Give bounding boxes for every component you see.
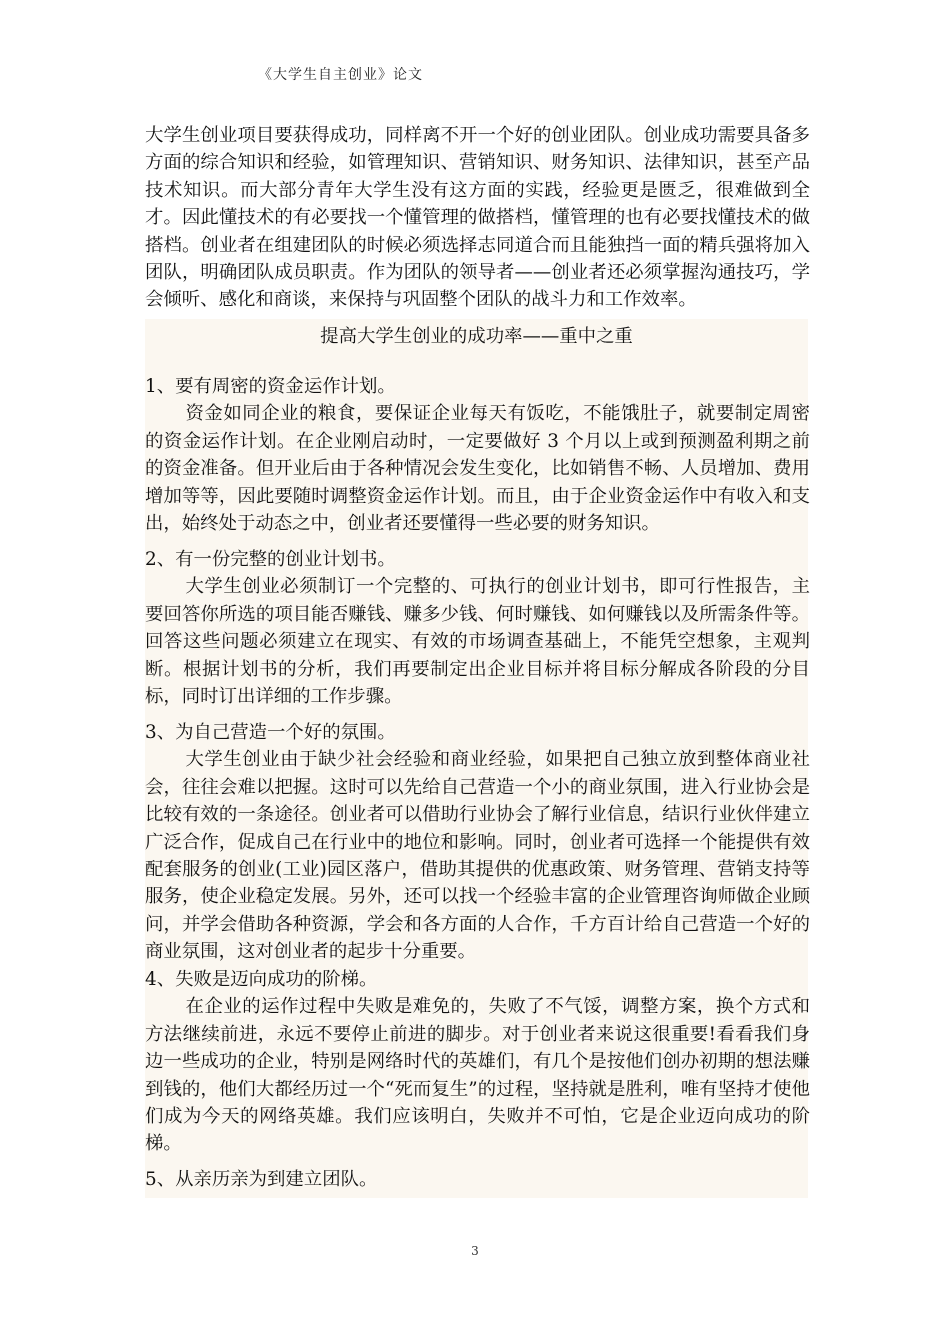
section-title: 提高大学生创业的成功率——重中之重 [320, 326, 633, 347]
item-body: 在企业的运作过程中失败是难免的，失败了不气馁，调整方案，换个方式和方法继续前进，永远不要停止前进的脚步。对于创业者来说这很重要!看看我们身边一些成功的企业，特别是网络时代的英雄们，有几个是按他们创办初期的想法赚到钱的，他们大都经历过一个“死而复生”的过程，坚持就是胜利，唯有坚持才使他们成为今天的网络英雄。我们应该明白，失败并不可怕，它是企业迈向成功的阶梯。 [145, 996, 810, 1155]
item-heading: 4、失败是迈向成功的阶梯。 [145, 969, 378, 990]
intro-paragraph: 大学生创业项目要获得成功，同样离不开一个好的创业团队。创业成功需要具备多方面的综合知识和经验，如管理知识、营销知识、财务知识、法律知识，甚至产品技术知识。而大部分青年大学生没有这方面的实践，经验更是匮乏，很难做到全才。因此懂技术的有必要找一个懂管理的做搭档，懂管理的也有必要找懂技术的做搭档。创业者在组建团队的时候必须选择志同道合而且能独挡一面的精兵强将加入团队，明确团队成员职责。作为团队的领导者——创业者还必须掌握沟通技巧，学会倾听、感化和商谈，来保持与巩固整个团队的战斗力和工作效率。 [145, 125, 810, 311]
item-body: 资金如同企业的粮食，要保证企业每天有饭吃，不能饿肚子，就要制定周密的资金运作计划。在企业刚启动时，一定要做好 3 个月以上或到预测盈利期之前的资金准备。但开业后由于各种情况会发生变化，比如销售不畅、人员增加、费用增加等等，因此要随时调整资金运作计划。而且，由于企业资金运作中有收入和支出，始终处于动态之中，创业者还要懂得一些必要的财务知识。 [145, 403, 810, 535]
section-item-2 [145, 546, 810, 710]
document-header: 《大学生自主创业》论文 [258, 67, 423, 83]
item-heading: 1、要有周密的资金运作计划。 [145, 376, 396, 397]
section-item-3 [145, 719, 810, 966]
page-number: 3 [471, 1244, 479, 1258]
section-item-4 [145, 966, 810, 1158]
item-heading: 5、从亲历亲为到建立团队。 [145, 1169, 378, 1190]
item-body: 大学生创业必须制订一个完整的、可执行的创业计划书，即可行性报告，主要回答你所选的项目能否赚钱、赚多少钱、何时赚钱、如何赚钱以及所需条件等。回答这些问题必须建立在现实、有效的市场调查基础上，不能凭空想象，主观判断。根据计划书的分析，我们再要制定出企业目标并将目标分解成各阶段的分目标，同时订出详细的工作步骤。 [145, 576, 810, 708]
section-item-5 [145, 1166, 810, 1193]
item-heading: 3、为自己营造一个好的氛围。 [145, 722, 396, 743]
section-item-1 [145, 373, 810, 537]
item-heading: 2、有一份完整的创业计划书。 [145, 549, 396, 570]
item-body: 大学生创业由于缺少社会经验和商业经验，如果把自己独立放到整体商业社会，往往会难以把握。这时可以先给自己营造一个小的商业氛围，进入行业协会是比较有效的一条途径。创业者可以借助行业协会了解行业信息，结识行业伙伴建立广泛合作，促成自己在行业中的地位和影响。同时，创业者可选择一个能提供有效配套服务的创业(工业)园区落户，借助其提供的优惠政策、财务管理、营销支持等服务，使企业稳定发展。另外，还可以找一个经验丰富的企业管理咨询师做企业顾问，并学会借助各种资源，学会和各方面的人合作，千方百计给自己营造一个好的商业氛围，这对创业者的起步十分重要。 [145, 749, 810, 963]
